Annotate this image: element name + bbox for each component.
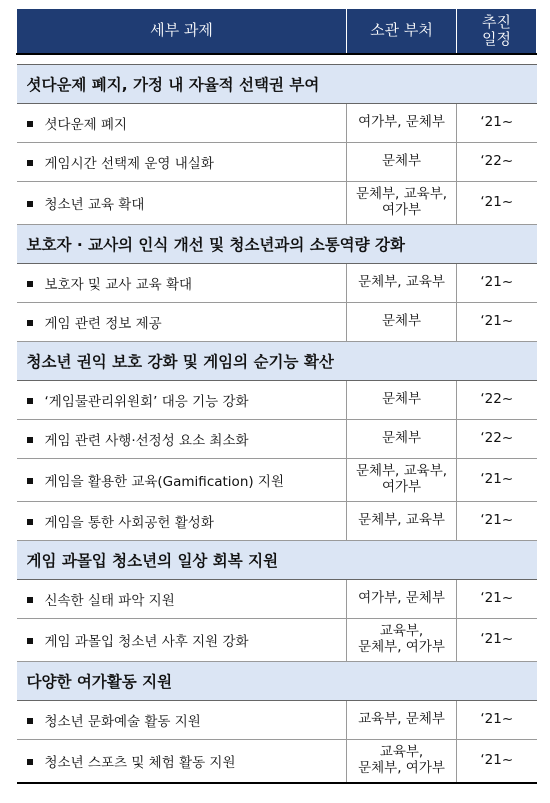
schedule-cell: ‘21~ <box>457 264 537 303</box>
schedule-cell: ‘21~ <box>457 182 537 225</box>
square-bullet-icon <box>27 160 33 166</box>
task-cell <box>17 182 347 225</box>
task-label: 게임을 통한 사회공헌 활성화 <box>44 515 214 531</box>
task-cell <box>17 580 347 619</box>
task-label: 게임을 활용한 교육(Gamification) 지원 <box>44 474 285 490</box>
schedule-cell: ‘21~ <box>457 619 537 662</box>
square-bullet-icon <box>27 437 33 443</box>
table-row <box>17 740 537 784</box>
task-label: 청소년 교육 확대 <box>44 197 145 213</box>
section-title: 다양한 여가활동 지원 <box>17 662 537 701</box>
department-cell: 교육부, 문체부, 여가부 <box>347 740 457 784</box>
table-row <box>17 104 537 143</box>
section-header-row <box>17 342 537 381</box>
section-title: 셧다운제 폐지, 가정 내 자율적 선택권 부여 <box>17 65 537 104</box>
schedule-cell: ‘21~ <box>457 580 537 619</box>
department-cell: 여가부, 문체부 <box>347 104 457 143</box>
schedule-cell: ‘22~ <box>457 143 537 182</box>
square-bullet-icon <box>27 519 33 525</box>
department-cell: 문체부 <box>347 303 457 342</box>
schedule-cell: ‘21~ <box>457 701 537 740</box>
task-cell <box>17 420 347 459</box>
section-title: 게임 과몰입 청소년의 일상 회복 지원 <box>17 541 537 580</box>
department-cell: 문체부, 교육부 <box>347 264 457 303</box>
task-cell <box>17 619 347 662</box>
department-cell: 문체부 <box>347 420 457 459</box>
task-label: 청소년 스포츠 및 체험 활동 지원 <box>44 755 236 771</box>
section-header-row <box>17 225 537 264</box>
task-label: 셧다운제 폐지 <box>44 117 128 133</box>
square-bullet-icon <box>27 320 33 326</box>
square-bullet-icon <box>27 281 33 287</box>
department-cell: 문체부, 교육부, 여가부 <box>347 182 457 225</box>
task-label: 신속한 실태 파악 지원 <box>44 593 175 609</box>
square-bullet-icon <box>27 638 33 644</box>
department-cell: 교육부, 문체부 <box>347 701 457 740</box>
schedule-cell: ‘21~ <box>457 104 537 143</box>
task-cell <box>17 381 347 420</box>
department-cell: 교육부, 문체부, 여가부 <box>347 619 457 662</box>
task-cell <box>17 303 347 342</box>
policy-table <box>16 8 537 784</box>
table-row <box>17 303 537 342</box>
department-cell: 여가부, 문체부 <box>347 580 457 619</box>
schedule-cell: ‘22~ <box>457 381 537 420</box>
table-row <box>17 420 537 459</box>
table-row <box>17 459 537 502</box>
square-bullet-icon <box>27 121 33 127</box>
square-bullet-icon <box>27 478 33 484</box>
task-cell <box>17 740 347 784</box>
square-bullet-icon <box>27 398 33 404</box>
section-title: 청소년 권익 보호 강화 및 게임의 순기능 확산 <box>17 342 537 381</box>
header-department: 소관 부처 <box>347 9 457 55</box>
task-cell <box>17 502 347 541</box>
section-header-row <box>17 541 537 580</box>
table-body <box>17 54 537 783</box>
task-cell <box>17 143 347 182</box>
section-title: 보호자 · 교사의 인식 개선 및 청소년과의 소통역량 강화 <box>17 225 537 264</box>
task-cell <box>17 701 347 740</box>
section-header-row <box>17 662 537 701</box>
department-cell: 문체부 <box>347 381 457 420</box>
header-schedule: 추진 일정 <box>457 9 537 55</box>
schedule-cell: ‘21~ <box>457 459 537 502</box>
square-bullet-icon <box>27 597 33 603</box>
task-label: 게임시간 선택제 운영 내실화 <box>44 156 214 172</box>
square-bullet-icon <box>27 201 33 207</box>
table-header-row <box>17 9 537 55</box>
section-header-row <box>17 65 537 104</box>
policy-table-container <box>16 8 536 784</box>
department-cell: 문체부, 교육부 <box>347 502 457 541</box>
department-cell: 문체부, 교육부, 여가부 <box>347 459 457 502</box>
schedule-cell: ‘22~ <box>457 420 537 459</box>
header-task: 세부 과제 <box>17 9 347 55</box>
square-bullet-icon <box>27 718 33 724</box>
task-cell <box>17 264 347 303</box>
schedule-cell: ‘21~ <box>457 303 537 342</box>
task-label: ‘게임물관리위원회’ 대응 기능 강화 <box>44 394 249 410</box>
task-label: 청소년 문화예술 활동 지원 <box>44 714 201 730</box>
square-bullet-icon <box>27 759 33 765</box>
task-cell <box>17 104 347 143</box>
schedule-cell: ‘21~ <box>457 740 537 784</box>
task-label: 게임 관련 정보 제공 <box>44 316 162 332</box>
table-row <box>17 264 537 303</box>
task-cell <box>17 459 347 502</box>
table-row <box>17 381 537 420</box>
task-label: 게임 관련 사행·선정성 요소 최소화 <box>44 433 249 449</box>
table-row <box>17 701 537 740</box>
table-row <box>17 619 537 662</box>
table-row <box>17 502 537 541</box>
table-row <box>17 580 537 619</box>
header-gap <box>17 54 537 65</box>
schedule-cell: ‘21~ <box>457 502 537 541</box>
table-row <box>17 143 537 182</box>
table-row <box>17 182 537 225</box>
task-label: 보호자 및 교사 교육 확대 <box>44 277 193 293</box>
department-cell: 문체부 <box>347 143 457 182</box>
task-label: 게임 과몰입 청소년 사후 지원 강화 <box>44 634 249 650</box>
